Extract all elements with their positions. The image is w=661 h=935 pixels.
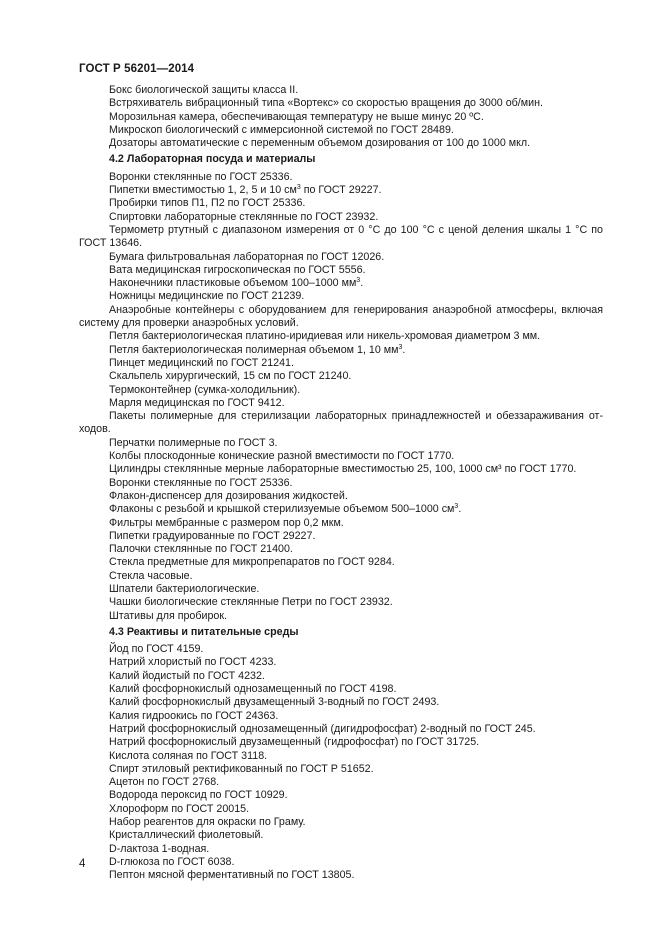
text-line: Микроскоп биологический с иммерсионной системой по ГОСТ 28489. xyxy=(109,123,454,136)
text-line: Петля бактериологическая платино-иридиевая или никель-хромовая диаметром 3 мм. xyxy=(109,330,541,343)
document-header: ГОСТ Р 56201—2014 xyxy=(79,63,195,75)
text-line: Колбы плоскодонные конические разной вместимости по ГОСТ 1770. xyxy=(109,450,455,463)
text-line xyxy=(79,344,603,357)
text-line: Йод по ГОСТ 4159. xyxy=(109,643,204,656)
text-line: Воронки стеклянные по ГОСТ 25336. xyxy=(109,476,293,489)
text-line: D-глюкоза по ГОСТ 6038. xyxy=(109,855,235,868)
text-fragment: . xyxy=(402,343,406,356)
text-line: D-лактоза 1-водная. xyxy=(109,842,210,855)
text-line: Пробирки типов П1, П2 по ГОСТ 25336. xyxy=(109,197,306,210)
text-line: Шпатели бактериологические. xyxy=(109,582,260,595)
text-line: Натрий фосфорнокислый однозамещенный (дигидрофосфат) 2-водный по ГОСТ 245. xyxy=(109,722,536,735)
text-line: Спиртовки лабораторные стеклянные по ГОСТ 23932. xyxy=(109,210,379,223)
text-line: Пипетки градуированные по ГОСТ 29227. xyxy=(109,529,316,542)
text-line: Кислота соляная по ГОСТ 3118. xyxy=(109,749,268,762)
text-line: Воронки стеклянные по ГОСТ 25336. xyxy=(109,170,293,183)
text-line: Вата медицинская гигроскопическая по ГОСТ 5556. xyxy=(109,263,366,276)
text-line: Термоконтейнер (сумка-холодильник). xyxy=(109,383,301,396)
text-line: Калий фосфорнокислый двузамещенный 3-водный по ГОСТ 2493. xyxy=(109,696,440,709)
text-line: Водорода пероксид по ГОСТ 10929. xyxy=(109,789,288,802)
text-fragment: . xyxy=(458,503,462,516)
section-heading-4-2: 4.2 Лабораторная посуда и материалы xyxy=(109,153,316,166)
text-line: Фильтры мембранные с размером пор 0,2 мкм. xyxy=(109,516,344,529)
text-line: Пептон мясной ферментативный по ГОСТ 13805. xyxy=(109,869,355,882)
text-fragment: Петля бактериологическая полимерная объемом 1, 10 мм xyxy=(109,343,399,356)
text-line: Дозаторы автоматические с переменным объемом дозирования от 100 до 1000 мкл. xyxy=(109,137,531,150)
text-fragment: Наконечники пластиковые объемом 100–1000 мм xyxy=(109,277,357,290)
text-line: Калия гидроокись по ГОСТ 24363. xyxy=(109,709,279,722)
document-body xyxy=(79,84,603,883)
superscript: 3 xyxy=(454,503,459,511)
text-line: Хлороформ по ГОСТ 20015. xyxy=(109,802,250,815)
text-line: Спирт этиловый ректификованный по ГОСТ Р 51652. xyxy=(109,762,374,775)
text-line: Набор реагентов для окраски по Граму. xyxy=(109,816,306,829)
text-paragraph: Термометр ртутный с диапазоном измерения от 0 °С до 100 °С с ценой деления шкалы 1 °С по ГОСТ 13646. xyxy=(79,223,603,250)
section-heading-4-3: 4.3 Реактивы и питательные среды xyxy=(109,625,299,638)
text-line: Ножницы медицинские по ГОСТ 21239. xyxy=(109,290,305,303)
text-fragment: Флаконы с резьбой и крышкой стерилизуемые объемом 500–1000 см xyxy=(109,503,455,516)
text-line: Бокс биологической защиты класса II. xyxy=(109,84,299,96)
text-line: Штативы для пробирок. xyxy=(109,609,228,622)
text-line: Флакон-диспенсер для дозирования жидкостей. xyxy=(109,489,348,502)
text-paragraph: Пакеты полимерные для стерилизации лабораторных принадлежностей и обеззараживания от-ходов. xyxy=(79,410,603,436)
text-line: Цилиндры стеклянные мерные лабораторные вместимостью 25, 100, 1000 см³ по ГОСТ 1770. xyxy=(109,463,577,476)
text-fragment: по ГОСТ 29227. xyxy=(300,184,382,197)
text-line: Калий фосфорнокислый однозамещенный по ГОСТ 4198. xyxy=(109,683,397,696)
text-line xyxy=(79,184,603,197)
text-line: Натрий хлористый по ГОСТ 4233. xyxy=(109,656,277,669)
text-line: Морозильная камера, обеспечивающая температуру не выше минус 20 ºС. xyxy=(109,110,484,123)
text-line: Перчатки полимерные по ГОСТ 3. xyxy=(109,436,278,449)
superscript: 3 xyxy=(356,277,361,285)
text-line: Палочки стеклянные по ГОСТ 21400. xyxy=(109,543,293,556)
text-fragment: Пипетки вместимостью 1, 2, 5 и 10 см xyxy=(109,184,297,197)
text-line: Марля медицинская по ГОСТ 9412. xyxy=(109,396,285,409)
text-line: Стекла предметные для микропрепаратов по ГОСТ 9284. xyxy=(109,556,395,569)
text-fragment: . xyxy=(360,277,364,290)
superscript: 3 xyxy=(398,343,403,351)
text-line: Скальпель хирургический, 15 см по ГОСТ 21240. xyxy=(109,370,352,383)
text-line xyxy=(79,503,603,516)
text-line: Бумага фильтровальная лабораторная по ГОСТ 12026. xyxy=(109,250,385,263)
text-line: Стекла часовые. xyxy=(109,569,193,582)
text-line: Чашки биологические стеклянные Петри по ГОСТ 23932. xyxy=(109,596,393,609)
text-line: Ацетон по ГОСТ 2768. xyxy=(109,776,220,789)
superscript: 3 xyxy=(296,184,301,192)
text-line: Натрий фосфорнокислый двузамещенный (гидрофосфат) по ГОСТ 31725. xyxy=(109,736,480,749)
text-line: Пинцет медицинский по ГОСТ 21241. xyxy=(109,356,294,369)
text-line xyxy=(79,277,603,290)
text-paragraph: Анаэробные контейнеры с оборудованием для генерирования анаэробной атмосферы, включая систему для проверки анаэробных условий. xyxy=(79,303,603,330)
text-line: Калий йодистый по ГОСТ 4232. xyxy=(109,669,265,682)
page-number: 4 xyxy=(79,858,86,870)
text-line: Встряхиватель вибрационный типа «Вортекс» со скоростью вращения до 3000 об/мин. xyxy=(109,97,543,110)
text-line: Кристаллический фиолетовый. xyxy=(109,829,264,842)
